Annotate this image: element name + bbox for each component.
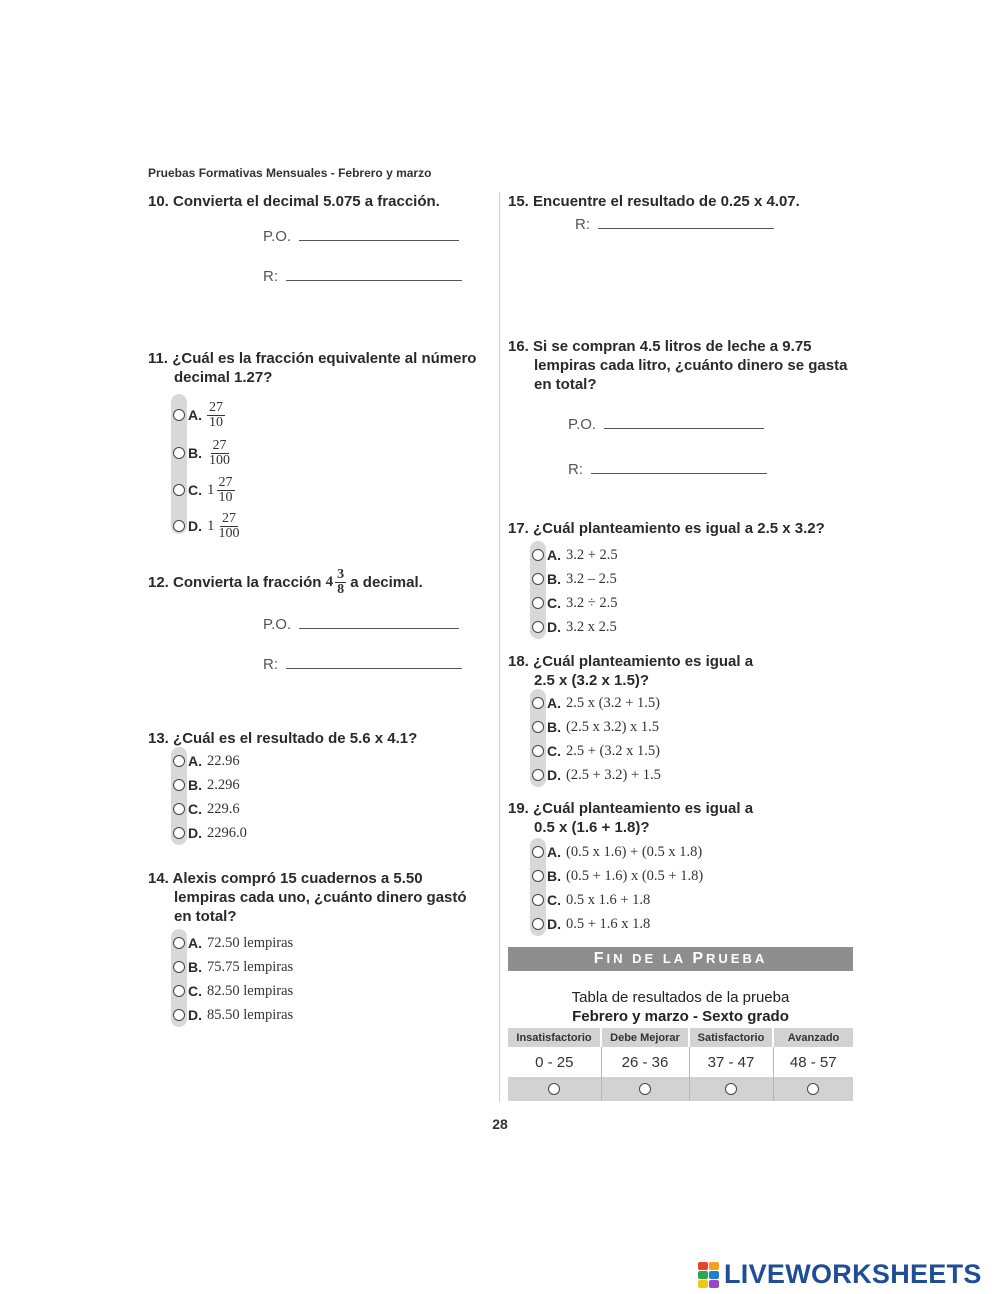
fraction	[217, 476, 235, 505]
radio-button[interactable]	[532, 769, 544, 781]
option-letter: C.	[188, 482, 202, 498]
table-header: Satisfactorio	[689, 1028, 773, 1047]
banner-text: RUEBA	[706, 951, 768, 966]
q17-option-c[interactable]	[532, 591, 618, 615]
q14-option-a[interactable]	[173, 931, 293, 955]
option-letter: B.	[547, 571, 561, 587]
q16-r-row	[568, 459, 767, 478]
q17-option-d[interactable]	[532, 615, 618, 639]
radio-button[interactable]	[532, 870, 544, 882]
table-cell: 37 - 47	[689, 1047, 773, 1077]
q10-r-answer-line[interactable]	[286, 266, 462, 281]
radio-button[interactable]	[725, 1083, 737, 1095]
question-text-line2: decimal 1.27?	[174, 369, 273, 386]
question-text: ¿Cuál es el resultado de 5.6 x 4.1?	[173, 730, 418, 747]
whole-number: 1	[207, 481, 215, 498]
question-11	[148, 349, 493, 387]
table-title-line1: Tabla de resultados de la prueba	[571, 989, 790, 1006]
r-label: R:	[263, 268, 278, 285]
option-text: (2.5 + 3.2) + 1.5	[566, 766, 661, 783]
q19-options	[532, 840, 703, 936]
question-15	[508, 192, 800, 211]
question-13	[148, 729, 417, 748]
option-text: (0.5 x 1.6) + (0.5 x 1.8)	[566, 843, 703, 860]
option-letter: C.	[188, 801, 202, 817]
q17-options	[532, 543, 618, 639]
whole-number: 1	[207, 517, 215, 534]
q15-r-answer-line[interactable]	[598, 214, 774, 229]
radio-button[interactable]	[173, 520, 185, 532]
whole-number: 4	[325, 574, 334, 590]
denominator: 10	[218, 489, 233, 505]
question-number: 11.	[148, 350, 169, 367]
question-10	[148, 192, 440, 211]
option-letter: D.	[547, 619, 561, 635]
table-cell	[508, 1077, 601, 1101]
page-number: 28	[492, 1116, 508, 1132]
radio-button[interactable]	[173, 755, 185, 767]
question-text-line1: Si se compran 4.5 litros de leche a 9.75	[533, 338, 812, 355]
question-text: Convierta la fracción	[173, 574, 322, 591]
radio-button[interactable]	[173, 484, 185, 496]
q11-option-a[interactable]	[173, 396, 242, 434]
q12-r-answer-line[interactable]	[286, 654, 462, 669]
option-text: 0.5 + 1.6 x 1.8	[566, 915, 651, 932]
q14-option-b[interactable]	[173, 955, 293, 979]
page-header: Pruebas Formativas Mensuales - Febrero y marzo	[148, 166, 432, 180]
option-text: 3.2 – 2.5	[566, 570, 617, 587]
q14-option-c[interactable]	[173, 979, 293, 1003]
question-number: 17.	[508, 520, 529, 537]
r-label: R:	[263, 656, 278, 673]
column-divider	[499, 192, 500, 1102]
numerator: 27	[209, 399, 223, 415]
po-label: P.O.	[568, 416, 597, 433]
table-cell: 26 - 36	[601, 1047, 689, 1077]
option-text: 3.2 x 2.5	[566, 618, 617, 635]
numerator: 3	[337, 567, 345, 582]
q10-po-row	[263, 226, 459, 245]
q13-option-a[interactable]	[173, 749, 247, 773]
option-letter: C.	[547, 595, 561, 611]
table-title-line2: Febrero y marzo - Sexto grado	[572, 1008, 789, 1025]
question-number: 15.	[508, 193, 529, 210]
option-letter: C.	[547, 892, 561, 908]
q19-option-c[interactable]	[532, 888, 703, 912]
radio-button[interactable]	[532, 549, 544, 561]
question-text-line2: 2.5 x (3.2 x 1.5)?	[534, 672, 650, 689]
option-letter: A.	[188, 753, 202, 769]
radio-button[interactable]	[532, 918, 544, 930]
q10-po-answer-line[interactable]	[299, 226, 459, 241]
question-text-end: a decimal.	[350, 574, 423, 591]
q18-options	[532, 691, 661, 787]
option-letter: A.	[188, 935, 202, 951]
results-table	[508, 1028, 853, 1101]
option-letter: B.	[547, 719, 561, 735]
table-cell	[689, 1077, 773, 1101]
radio-button[interactable]	[173, 1009, 185, 1021]
q17-option-a[interactable]	[532, 543, 618, 567]
po-label: P.O.	[263, 616, 292, 633]
option-letter: D.	[188, 518, 202, 534]
question-text-line3: en total?	[534, 376, 597, 393]
question-text: Convierta el decimal 5.075 a fracción.	[173, 193, 440, 210]
radio-button[interactable]	[532, 846, 544, 858]
table-header: Avanzado	[773, 1028, 853, 1047]
question-text: ¿Cuál planteamiento es igual a 2.5 x 3.2?	[533, 520, 825, 537]
results-table-title	[508, 988, 853, 1026]
question-number: 14.	[148, 870, 169, 887]
question-number: 12.	[148, 574, 169, 591]
question-number: 19.	[508, 800, 529, 817]
radio-button[interactable]	[532, 597, 544, 609]
r-label: R:	[568, 461, 583, 478]
option-text: 75.75 lempiras	[207, 958, 294, 975]
question-14	[148, 869, 493, 926]
option-text: 229.6	[207, 800, 240, 817]
question-number: 16.	[508, 338, 529, 355]
q11-options	[173, 396, 242, 544]
q16-po-row	[568, 414, 764, 433]
denominator: 100	[218, 525, 240, 541]
option-letter: D.	[547, 767, 561, 783]
option-letter: A.	[547, 547, 561, 563]
q11-option-c[interactable]	[173, 472, 242, 508]
po-label: P.O.	[263, 228, 292, 245]
table-cell: 48 - 57	[773, 1047, 853, 1077]
option-text: 22.96	[207, 752, 240, 769]
liveworksheets-logo-icon	[698, 1262, 720, 1288]
question-text-line1: ¿Cuál es la fracción equivalente al número	[172, 350, 477, 367]
option-letter: A.	[188, 407, 202, 423]
q13-option-d[interactable]	[173, 821, 247, 845]
q12-po-answer-line[interactable]	[299, 614, 459, 629]
numerator: 27	[218, 474, 233, 490]
q14-option-d[interactable]	[173, 1003, 293, 1027]
liveworksheets-logo	[698, 1259, 982, 1290]
fraction	[207, 439, 232, 468]
option-text: (0.5 + 1.6) x (0.5 + 1.8)	[566, 867, 704, 884]
option-text: 82.50 lempiras	[207, 982, 294, 999]
radio-button[interactable]	[532, 621, 544, 633]
question-number: 10.	[148, 193, 169, 210]
radio-button[interactable]	[532, 894, 544, 906]
question-text: Encuentre el resultado de 0.25 x 4.07.	[533, 193, 800, 210]
numerator: 27	[212, 437, 227, 453]
q10-r-row	[263, 266, 462, 285]
option-text: 3.2 + 2.5	[566, 546, 618, 563]
q18-option-a[interactable]	[532, 691, 661, 715]
denominator: 10	[209, 414, 223, 430]
q11-option-d[interactable]	[173, 508, 242, 544]
radio-button[interactable]	[173, 447, 185, 459]
radio-button[interactable]	[548, 1083, 560, 1095]
table-header-row	[508, 1028, 853, 1047]
fraction	[217, 512, 242, 541]
radio-button[interactable]	[173, 985, 185, 997]
option-text: 72.50 lempiras	[207, 934, 294, 951]
question-16	[508, 337, 858, 394]
radio-button[interactable]	[532, 697, 544, 709]
q18-option-d[interactable]	[532, 763, 661, 787]
option-letter: C.	[547, 743, 561, 759]
radio-button[interactable]	[532, 573, 544, 585]
option-text: (2.5 x 3.2) x 1.5	[566, 718, 660, 735]
q18-option-c[interactable]	[532, 739, 661, 763]
denominator: 100	[209, 452, 230, 468]
table-cell	[773, 1077, 853, 1101]
question-text-line2: lempiras cada uno, ¿cuánto dinero gastó	[174, 889, 467, 906]
table-range-row	[508, 1047, 853, 1077]
option-text: 2.5 x (3.2 + 1.5)	[566, 694, 660, 711]
option-letter: B.	[188, 959, 202, 975]
option-text: 0.5 x 1.6 + 1.8	[566, 891, 651, 908]
radio-button[interactable]	[532, 745, 544, 757]
option-letter: A.	[547, 844, 561, 860]
table-header: Insatisfactorio	[508, 1028, 601, 1047]
q15-r-row	[575, 214, 774, 233]
question-17	[508, 519, 825, 538]
table-cell	[601, 1077, 689, 1101]
radio-button[interactable]	[639, 1083, 651, 1095]
q17-option-b[interactable]	[532, 567, 618, 591]
radio-button[interactable]	[173, 937, 185, 949]
q12-po-row	[263, 614, 459, 633]
option-letter: A.	[547, 695, 561, 711]
q13-options	[173, 749, 247, 845]
q19-option-a[interactable]	[532, 840, 703, 864]
q16-r-answer-line[interactable]	[591, 459, 767, 474]
q11-option-b[interactable]	[173, 434, 242, 472]
banner-initial: P	[692, 950, 706, 967]
option-letter: C.	[188, 983, 202, 999]
option-letter: B.	[188, 777, 202, 793]
question-12	[148, 568, 423, 597]
question-number: 13.	[148, 730, 169, 747]
logo-text: LIVEWORKSHEETS	[724, 1259, 982, 1289]
q16-po-answer-line[interactable]	[604, 414, 764, 429]
option-text: 85.50 lempiras	[207, 1006, 294, 1023]
radio-button[interactable]	[532, 721, 544, 733]
banner-text: DE LA	[632, 951, 686, 966]
q13-option-b[interactable]	[173, 773, 247, 797]
question-text-line2: 0.5 x (1.6 + 1.8)?	[534, 819, 650, 836]
option-letter: D.	[547, 916, 561, 932]
option-text: 2.296	[207, 776, 240, 793]
radio-button[interactable]	[173, 961, 185, 973]
question-number: 18.	[508, 653, 529, 670]
radio-button[interactable]	[173, 827, 185, 839]
radio-button[interactable]	[807, 1083, 819, 1095]
radio-button[interactable]	[173, 803, 185, 815]
option-letter: D.	[188, 1007, 202, 1023]
r-label: R:	[575, 216, 590, 233]
q19-option-d[interactable]	[532, 912, 703, 936]
radio-button[interactable]	[173, 409, 185, 421]
q18-option-b[interactable]	[532, 715, 661, 739]
numerator: 27	[222, 510, 236, 526]
end-of-test-banner	[508, 947, 853, 971]
option-letter: D.	[188, 825, 202, 841]
table-cell: 0 - 25	[535, 1053, 574, 1071]
banner-initial: F	[593, 950, 607, 967]
option-text: 2.5 + (3.2 x 1.5)	[566, 742, 660, 759]
banner-text: IN	[606, 951, 626, 966]
denominator: 8	[337, 582, 345, 597]
question-19	[508, 799, 853, 837]
q13-option-c[interactable]	[173, 797, 247, 821]
fraction	[207, 401, 225, 430]
question-text-line1: ¿Cuál planteamiento es igual a	[533, 800, 754, 817]
table-radio-row	[508, 1077, 853, 1101]
fraction	[335, 568, 346, 597]
option-text: 3.2 ÷ 2.5	[566, 594, 618, 611]
q14-options	[173, 931, 293, 1027]
option-text: 2296.0	[207, 824, 247, 841]
question-text-line2: lempiras cada litro, ¿cuánto dinero se gasta	[534, 357, 848, 374]
option-letter: B.	[547, 868, 561, 884]
question-text-line1: ¿Cuál planteamiento es igual a	[533, 653, 754, 670]
question-text-line1: Alexis compró 15 cuadernos a 5.50	[172, 870, 423, 887]
q12-r-row	[263, 654, 462, 673]
q19-option-b[interactable]	[532, 864, 703, 888]
question-text-line3: en total?	[174, 908, 237, 925]
table-header: Debe Mejorar	[601, 1028, 689, 1047]
question-18	[508, 652, 853, 690]
radio-button[interactable]	[173, 779, 185, 791]
option-letter: B.	[188, 445, 202, 461]
